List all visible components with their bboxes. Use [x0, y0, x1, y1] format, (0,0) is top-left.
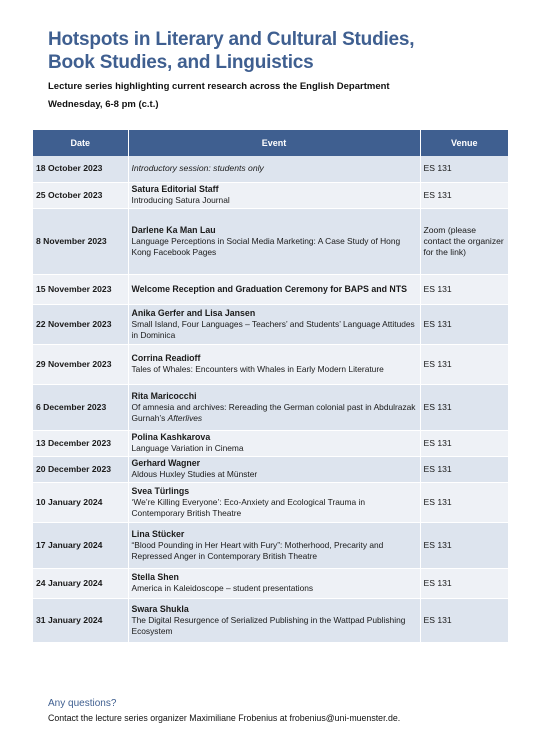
event-title-text: The Digital Resurgence of Serialized Publishing in the Wattpad Publishing Ecosystem	[131, 614, 406, 636]
table-row	[33, 182, 508, 208]
row-date: 10 January 2024	[33, 482, 128, 522]
event-title-italic: Afterlives	[167, 412, 203, 423]
event-title	[132, 195, 417, 206]
event-note: Introductory session: students only	[131, 163, 264, 174]
row-date: 24 January 2024	[33, 568, 128, 598]
lecture-time: Wednesday, 6-8 pm (c.t.)	[48, 99, 159, 110]
event-speaker: Swara Shukla	[131, 603, 189, 614]
event-speaker: Anika Gerfer and Lisa Jansen	[131, 307, 256, 318]
row-date: 29 November 2023	[33, 344, 128, 384]
event-title-text: America in Kaleidoscope – student presentations	[131, 583, 314, 593]
event-title	[132, 469, 417, 480]
questions-heading: Any questions?	[48, 698, 117, 709]
row-date: 13 December 2023	[33, 430, 128, 456]
event-title	[132, 236, 417, 258]
event-speaker: Gerhard Wagner	[131, 458, 201, 468]
row-event	[128, 182, 420, 208]
event-title	[132, 497, 417, 519]
row-event	[128, 304, 420, 344]
table-row	[33, 384, 508, 430]
row-venue: ES 131	[420, 482, 508, 522]
row-date: 20 December 2023	[33, 456, 128, 482]
event-title-text: Language Variation in Cinema	[131, 443, 244, 453]
row-event	[128, 568, 420, 598]
row-venue: ES 131	[420, 274, 508, 304]
event-title-text: Introducing Satura Journal	[131, 195, 230, 205]
page-title	[48, 28, 518, 74]
row-event	[128, 430, 420, 456]
event-speaker: Polina Kashkarova	[131, 432, 211, 442]
row-date: 22 November 2023	[33, 304, 128, 344]
event-title-text: Aldous Huxley Studies at Münster	[131, 469, 258, 479]
event-speaker: Lina Stücker	[131, 528, 185, 539]
row-date: 18 October 2023	[33, 156, 128, 182]
row-venue: ES 131	[420, 344, 508, 384]
row-event	[128, 274, 420, 304]
row-venue: ES 131	[420, 182, 508, 208]
event-title	[132, 443, 417, 454]
table-row	[33, 456, 508, 482]
row-event	[128, 208, 420, 274]
table-row	[33, 208, 508, 274]
row-date: 15 November 2023	[33, 274, 128, 304]
table-row	[33, 522, 508, 568]
event-speaker: Welcome Reception and Graduation Ceremony for BAPS and NTS	[131, 283, 408, 294]
table-row	[33, 482, 508, 522]
event-title	[132, 540, 417, 562]
event-title	[132, 583, 417, 594]
row-event	[128, 384, 420, 430]
table-row	[33, 598, 508, 642]
event-title-text: Of amnesia and archives: Rereading the German colonial past in Abdulrazak Gurnah’s	[131, 401, 416, 423]
row-event	[128, 482, 420, 522]
event-title	[132, 615, 417, 637]
header-date: Date	[33, 130, 128, 156]
row-venue: ES 131	[420, 430, 508, 456]
row-venue: ES 131	[420, 598, 508, 642]
row-date: 31 January 2024	[33, 598, 128, 642]
title-line-2: Book Studies, and Linguistics	[48, 52, 314, 73]
event-speaker: Stella Shen	[131, 572, 179, 582]
row-venue: ES 131	[420, 568, 508, 598]
header-event: Event	[128, 130, 420, 156]
row-date: 25 October 2023	[33, 182, 128, 208]
event-title	[132, 364, 417, 375]
event-speaker: Darlene Ka Man Lau	[131, 224, 216, 235]
row-event	[128, 598, 420, 642]
event-speaker: Corrina Readioff	[131, 353, 201, 363]
event-speaker: Satura Editorial Staff	[131, 184, 219, 194]
row-date: 17 January 2024	[33, 522, 128, 568]
table-row	[33, 344, 508, 384]
row-venue: Zoom (please contact the organizer for the link)	[420, 208, 508, 274]
event-title-text: Language Perceptions in Social Media Marketing: A Case Study of Hong Kong Facebook Pages	[131, 235, 401, 257]
row-venue: ES 131	[420, 384, 508, 430]
event-title-text: “Blood Pounding in Her Heart with Fury”: Motherhood, Precarity and Repressed Anger in Contemporary British Theatre	[131, 539, 384, 561]
row-venue: ES 131	[420, 156, 508, 182]
row-event	[128, 456, 420, 482]
header-venue: Venue	[420, 130, 508, 156]
event-speaker: Svea Türlings	[131, 485, 190, 496]
row-event	[128, 156, 420, 182]
table-header-row	[33, 130, 508, 156]
event-title	[132, 319, 417, 341]
row-event	[128, 344, 420, 384]
table-row	[33, 304, 508, 344]
row-venue: ES 131	[420, 522, 508, 568]
subtitle: Lecture series highlighting current research across the English Department	[48, 81, 390, 92]
row-date: 6 December 2023	[33, 384, 128, 430]
title-line-1: Hotspots in Literary and Cultural Studies,	[48, 29, 415, 50]
event-title	[132, 402, 417, 424]
table-row	[33, 568, 508, 598]
schedule-table	[33, 130, 508, 643]
event-title-text: ‘We’re Killing Everyone’: Eco-Anxiety and Ecological Trauma in Contemporary British Theatre	[131, 496, 366, 518]
row-venue: ES 131	[420, 456, 508, 482]
contact-text: Contact the lecture series organizer Maximiliane Frobenius at frobenius@uni-muenster.de.	[48, 713, 401, 723]
row-event	[128, 522, 420, 568]
event-speaker: Rita Maricocchi	[131, 390, 197, 401]
table-row	[33, 274, 508, 304]
event-title-text: Small Island, Four Languages – Teachers’ and Students’ Language Attitudes in Dominica	[131, 318, 415, 340]
table-row	[33, 430, 508, 456]
schedule-body	[33, 156, 508, 642]
table-row	[33, 156, 508, 182]
event-title-text: Tales of Whales: Encounters with Whales in Early Modern Literature	[131, 364, 384, 374]
row-venue: ES 131	[420, 304, 508, 344]
row-date: 8 November 2023	[33, 208, 128, 274]
